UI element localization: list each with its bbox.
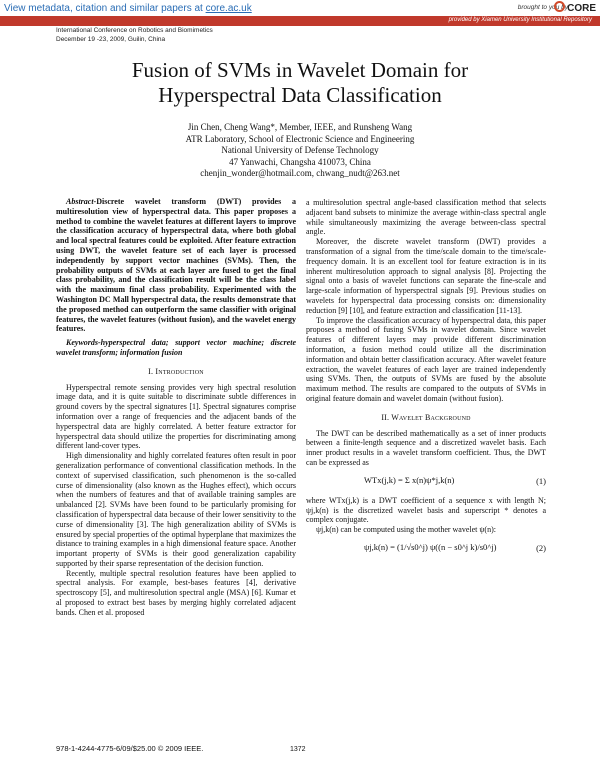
keywords: Keywords-hyperspectral data; support vector machine; discrete wavelet transform; information fusion [56, 338, 296, 357]
provider-bar [0, 16, 600, 26]
right-column [306, 198, 546, 573]
brought-to-you-label: brought to you by [517, 4, 568, 11]
intro-paragraph-5: Moreover, the discrete wavelet transform (DWT) provides a transformation of a signal from the time/scale domain to the time/scale-frequency domain. It is an excellent tool for feature extraction is in its inherent multiresolution approach to signal analysis [8]. Projecting the signal onto a basis of wavelet functions can separate the fine-scale and large-scale information of hyperspectral signals [9]. Previous studies on wavelets for hyperspectral data processing consists on: dimensionality reduction [9] [10], and feature extraction and classification [11-13]. [306, 237, 546, 315]
equation-2 [306, 539, 546, 569]
core-brand-text: CORE [567, 3, 596, 14]
paper-title [0, 58, 600, 108]
provided-by-text[interactable]: provided by Xiamen University Institutional Repository [448, 17, 592, 23]
affiliation-address: 47 Yanwachi, Changsha 410073, China [229, 156, 371, 167]
left-column [56, 197, 296, 618]
metadata-link-text: View metadata, citation and similar papers at [4, 3, 203, 14]
metadata-link[interactable] [4, 3, 252, 14]
intro-paragraph-6: To improve the classification accuracy of hyperspectral data, this paper proposes a method of fusing SVMs in wavelet domain. Since wavelet features of different layers may provide different discrimination information, a fusion method could utilize all the discrimination information and obtain better classification accuracy. After wavelet feature extraction, the wavelet features of each layer are trained independently using SVMs. Then, the outputs of SVMs are fused by the absolute maximum method. The results are compared to the outputs of SVMs in original feature domain and wavelet domain (without fusion). [306, 315, 546, 403]
affiliation-university: National University of Defense Technology [221, 145, 379, 155]
metadata-link-domain[interactable]: core.ac.uk [205, 3, 252, 14]
footer-isbn: 978-1-4244-4775-6/09/$25.00 © 2009 IEEE. [56, 744, 204, 753]
conference-date: December 19 -23, 2009, Guilin, China [56, 36, 166, 43]
affiliation-lab: ATR Laboratory, School of Electronic Science and Engineering [185, 133, 415, 144]
equation-2-body: ψj,k(n) = (1/√s0^j) ψ((n − s0^j k)/s0^j) [364, 541, 497, 552]
intro-paragraph-4: a multiresolution spectral angle-based classification method that selects adjacent band subsets to minimize the average within-class spectral angle while simultaneously maximizing the average between-class spectral angle. [306, 198, 546, 237]
abstract-text: Discrete wavelet transform (DWT) provides a multiresolution view of hyperspectral data. This paper proposes a method to combine the wavelet features at different layers to improve the classification accuracy of hyperspectral data, where both global and local spectral features could be exploited. After feature extraction using DWT, the wavelet feature set of each layer is processed independently by support vector machines (SVMs). Then, the probability outputs of SVMs at each layer are fused to get the final class probability, and the classification result will be the class label with the maximum final class probability. Experimented with the Washington DC Mall hyperspectral data, the results demonstrate that the proposed method can outperform the same classifier with original features, the wavelet features (without fusion), and the wavelet energy features. [56, 197, 296, 334]
mother-wavelet-paragraph: ψj,k(n) can be computed using the mother wavelet ψ(n): [316, 525, 496, 535]
author-names: Jin Chen, Cheng Wang*, Member, IEEE, and Runsheng Wang [187, 122, 413, 132]
abstract [56, 197, 296, 334]
equation-2-number: (2) [536, 542, 546, 553]
where-paragraph: where WTx(j,k) is a DWT coefficient of a sequence x with length N; ψj,k(n) is the discretized wavelet basis and superscript * denotes a complex conjugate. [306, 495, 546, 525]
core-icon [554, 1, 565, 12]
page-number: 1372 [290, 746, 306, 753]
author-emails: chenjin_wonder@hotmail.com, chwang_nudt@263.net [200, 168, 400, 178]
section-heading-introduction: I. Introduction [148, 366, 204, 376]
equation-1-body: WTx(j,k) = Σ x(n)ψ*j,k(n) [364, 474, 455, 485]
abstract-label: Abstract- [66, 197, 97, 206]
conference-name: International Conference on Robotics and Biomimetics [56, 27, 213, 34]
equation-1-number: (1) [536, 475, 546, 486]
intro-paragraph-3: Recently, multiple spectral resolution features have been applied to spectral analysis. For example, best-bases features [4], derivative spectroscopy [5], and multiresolution spectral angle (MSA) [6]. Kumar et al proposed to extract best bases by merging highly correlated adjacent bands. Chen et al. proposed [56, 568, 296, 617]
intro-paragraph-1: Hyperspectral remote sensing provides very high spectral resolution image data, and it is quite suitable to discriminate subtle differences in ground covers by the spectral signatures [1]. Spectral signatures comprise information over a range of frequencies and the adjacent bands of the hyperspectral data are highly correlated. A better feature extractor for hyperspectral data should utilize the properties for discriminating among different land-cover types. [56, 382, 296, 451]
equation-1 [306, 472, 546, 492]
core-logo[interactable] [554, 1, 596, 14]
title-line-1: Fusion of SVMs in Wavelet Domain for [131, 58, 469, 82]
title-line-2: Hyperspectral Data Classification [158, 83, 442, 107]
author-block [0, 122, 600, 180]
intro-paragraph-2: High dimensionality and highly correlated features often result in poor generalization performance of conventional classification methods. In the context of supervised classification, such phenomenon is the so-called curse of dimensionality (also known as the Hughes effect), which occurs when the numbers of features and that of available training samples are unbalanced [2]. SVMs have been found to be particularly promising for classification of hyperspectral data because of their lower sensitivity to the curse of dimensionality [3]. The high generalization ability of SVMs is ensured by special properties of the optimal hyperplane that maximizes the distance to training examples in a high dimensional feature space. Another important property of SVMs is their good generalization capability supported by their sparse representation of the decision function. [56, 451, 296, 568]
dwt-paragraph: The DWT can be described mathematically as a set of inner products between a finite-length sequence and a discretized wavelet basis. Each inner product results in a wavelet transform coefficient. Thus, the DWT can be expressed as [306, 428, 546, 467]
conference-info [56, 26, 213, 44]
section-heading-wavelet: II. Wavelet Background [381, 412, 471, 422]
